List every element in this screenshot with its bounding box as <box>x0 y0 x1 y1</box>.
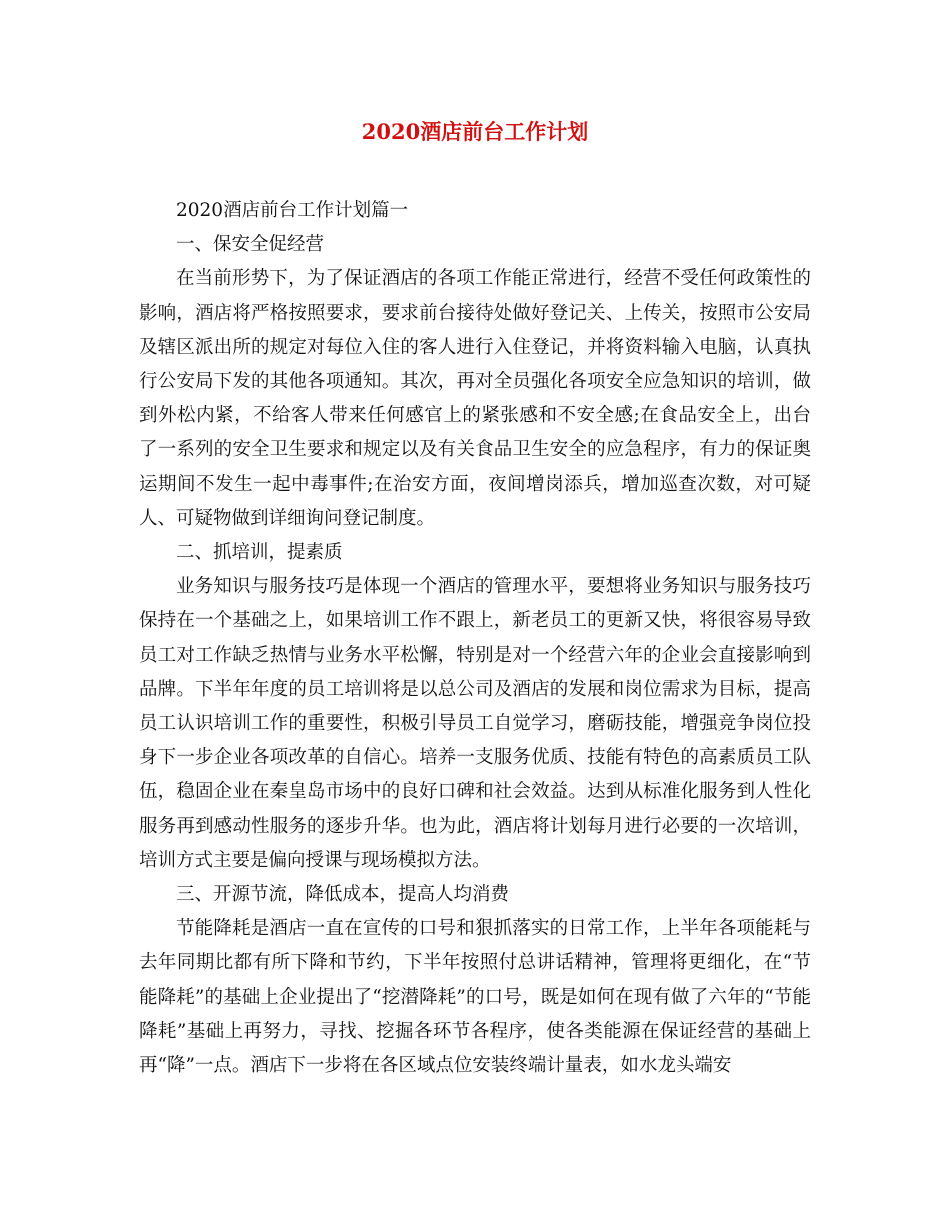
document-subtitle: 2020酒店前台工作计划篇一 <box>176 200 409 221</box>
section-body-3: 节能降耗是酒店一直在宣传的口号和狠抓落实的日常工作，上半年各项能耗与去年同期比都有所下降和节约，下半年按照付总讲话精神，管理将更细化，在“节能降耗”的基础上企业提出了“挖潜降耗”的口号，既是如何在现有做了六年的“节能降耗”基础上再努力，寻找、挖掘各环节各程序，使各类能源在保证经营的基础上再“降”一点。酒店下一步将在各区域点位安装终端计量表，如水龙头端安 <box>139 918 811 1077</box>
section-heading-2: 二、抓培训，提素质 <box>176 542 343 564</box>
section-heading-1: 一、保安全促经营 <box>176 234 325 256</box>
section-heading-3: 三、开源节流，降低成本，提高人均消费 <box>176 884 510 906</box>
document-body <box>139 194 811 1083</box>
section-body-1: 在当前形势下，为了保证酒店的各项工作能正常进行，经营不受任何政策性的影响，酒店将严格按照要求，要求前台接待处做好登记关、上传关，按照市公安局及辖区派出所的规定对每位入住的客人进行入住登记，并将资料输入电脑，认真执行公安局下发的其他各项通知。其次，再对全员强化各项安全应急知识的培训，做到外松内紧，不给客人带来任何感官上的紧张感和不安全感;在食品安全上，出台了一系列的安全卫生要求和规定以及有关食品卫生安全的应急程序，有力的保证奥运期间不发生一起中毒事件;在治安方面，夜间增岗添兵，增加巡查次数，对可疑人、可疑物做到详细询问登记制度。 <box>139 268 811 529</box>
section-body-2: 业务知识与服务技巧是体现一个酒店的管理水平，要想将业务知识与服务技巧保持在一个基础之上，如果培训工作不跟上，新老员工的更新又快，将很容易导致员工对工作缺乏热情与业务水平松懈，特别是对一个经营六年的企业会直接影响到品牌。下半年年度的员工培训将是以总公司及酒店的发展和岗位需求为目标，提高员工认识培训工作的重要性，积极引导员工自觉学习，磨砺技能，增强竞争岗位投身下一步企业各项改革的自信心。培养一支服务优质、技能有特色的高素质员工队伍，稳固企业在秦皇岛市场中的良好口碑和社会效益。达到从标准化服务到人性化服务再到感动性服务的逐步升华。也为此，酒店将计划每月进行必要的一次培训，培训方式主要是偏向授课与现场模拟方法。 <box>139 576 811 871</box>
document-title: 2020酒店前台工作计划 <box>361 119 589 144</box>
